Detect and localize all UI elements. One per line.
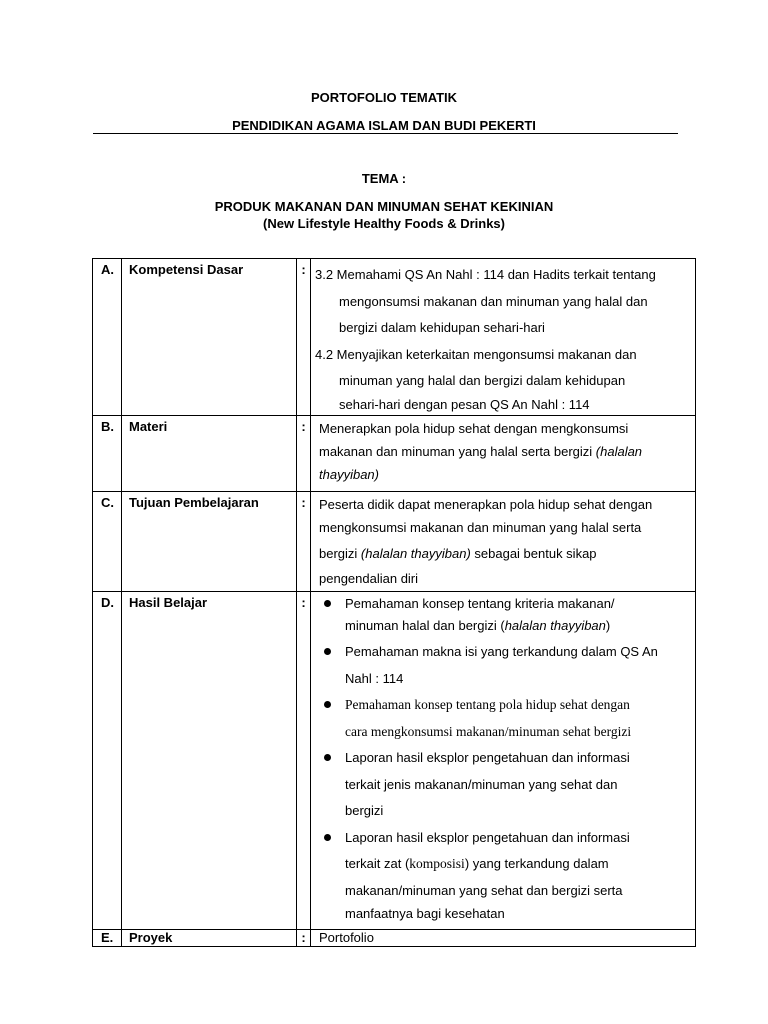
row-content (311, 591, 696, 929)
kd-item-line: sehari-hari dengan pesan QS An Nahl : 114 (339, 396, 590, 412)
text-plain: bergizi (319, 546, 361, 561)
row-letter: B. (93, 415, 122, 491)
list-item (315, 825, 691, 925)
bullet-icon (324, 701, 331, 708)
content-line: mengkonsumsi makanan dan minuman yang halal serta (319, 519, 642, 535)
row-letter: A. (93, 259, 122, 416)
content-line: Menerapkan pola hidup sehat dengan mengkonsumsi (319, 420, 629, 436)
table-row (93, 929, 696, 946)
bullet-line (345, 613, 691, 640)
bullet-line (345, 851, 691, 878)
text-plain: terkait zat ( (345, 856, 410, 871)
row-content (311, 259, 696, 416)
bullet-line: Pemahaman konsep tentang kriteria makanan/ (345, 595, 615, 611)
table-row (93, 259, 696, 416)
text-italic: halalan thayyiban (504, 617, 606, 633)
bullet-line: manfaatnya bagi kesehatan (345, 906, 505, 921)
list-item (315, 745, 691, 825)
content-line: pengendalian diri (319, 570, 419, 586)
bullet-icon (324, 834, 331, 841)
table-row (93, 491, 696, 591)
content-line: Peserta didik dapat menerapkan pola hidup sehat dengan (319, 496, 653, 512)
kd-item-first-line: 3.2 Memahami QS An Nahl : 114 dan Hadits terkait tentang (315, 267, 656, 282)
row-colon: : (297, 415, 311, 491)
tema-title: PRODUK MAKANAN DAN MINUMAN SEHAT KEKINIAN (214, 199, 554, 214)
row-letter: E. (93, 929, 122, 946)
bullet-line: Pemahaman makna isi yang terkandung dalam QS An (345, 644, 658, 659)
row-colon: : (297, 591, 311, 929)
tema-subtitle: (New Lifestyle Healthy Foods & Drinks) (263, 216, 505, 231)
bullet-line: Nahl : 114 (345, 670, 404, 686)
content-line (319, 439, 691, 466)
bullet-icon (324, 600, 331, 607)
kd-item-line: mengonsumsi makanan dan minuman yang halal dan (339, 293, 648, 309)
text-italic: (halalan (595, 443, 643, 459)
bullet-icon (324, 754, 331, 761)
row-colon: : (297, 491, 311, 591)
list-item (315, 639, 691, 692)
content-line (319, 541, 691, 568)
text-serif: komposisi (409, 856, 465, 871)
row-label: Kompetensi Dasar (122, 259, 297, 416)
row-content: Portofolio (311, 929, 696, 946)
text-italic: thayyiban) (319, 467, 379, 482)
content-line (319, 465, 691, 485)
row-label: Materi (122, 415, 297, 491)
text-plain: ) yang terkandung dalam (464, 856, 609, 871)
title-underline (93, 133, 678, 134)
bullet-line: cara mengkonsumsi makanan/minuman sehat bergizi (345, 723, 632, 739)
text-plain: makanan dan minuman yang halal serta bergizi (319, 443, 596, 459)
list-item (315, 595, 691, 640)
tema-label: TEMA : (361, 171, 407, 186)
row-label: Proyek (122, 929, 297, 946)
bullet-line: Laporan hasil eksplor pengetahuan dan informasi (345, 750, 630, 765)
row-letter: D. (93, 591, 122, 929)
kd-item-line: bergizi dalam kehidupan sehari-hari (339, 320, 545, 335)
row-letter: C. (93, 491, 122, 591)
row-colon: : (297, 259, 311, 416)
bullet-line: bergizi (345, 803, 384, 818)
portfolio-table (92, 258, 696, 947)
kd-item-first-line: 4.2 Menyajikan keterkaitan mengonsumsi makanan dan (315, 346, 637, 362)
row-content (311, 415, 696, 491)
text-plain: sebagai bentuk sikap (470, 546, 597, 561)
text-plain: minuman halal dan bergizi ( (345, 617, 505, 633)
kd-item-line: minuman yang halal dan bergizi dalam kehidupan (339, 373, 626, 388)
text-plain: ) (605, 617, 611, 633)
row-label: Tujuan Pembelajaran (122, 491, 297, 591)
text-italic: (halalan thayyiban) (360, 546, 471, 561)
document-title: PORTOFOLIO TEMATIK (310, 90, 458, 105)
row-colon: : (297, 929, 311, 946)
bullet-line: Laporan hasil eksplor pengetahuan dan informasi (345, 829, 630, 845)
bullet-line: terkait jenis makanan/minuman yang sehat dan (345, 776, 618, 792)
document-subject: PENDIDIKAN AGAMA ISLAM DAN BUDI PEKERTI (232, 118, 536, 133)
row-content (311, 491, 696, 591)
bullet-icon (324, 648, 331, 655)
row-label: Hasil Belajar (122, 591, 297, 929)
table-row (93, 415, 696, 491)
bullet-line: Pemahaman konsep tentang pola hidup sehat dengan (345, 697, 630, 712)
bullet-line: makanan/minuman yang sehat dan bergizi serta (345, 882, 623, 898)
list-item (315, 692, 691, 745)
table-row (93, 591, 696, 929)
